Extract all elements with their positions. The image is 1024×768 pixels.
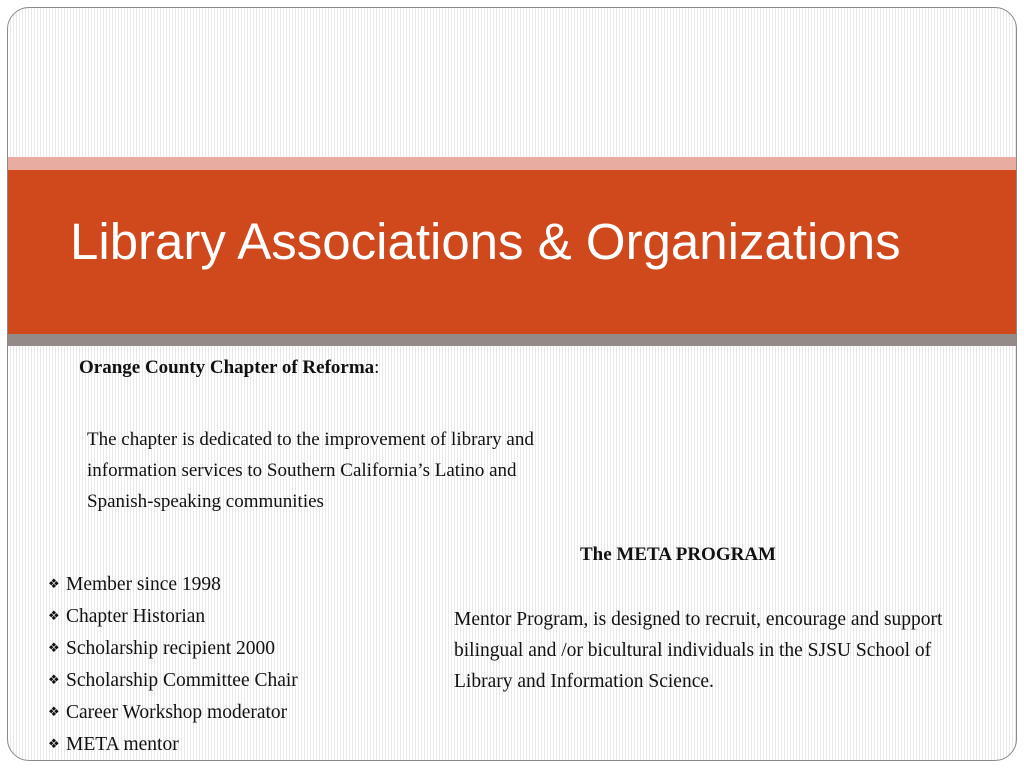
list-item: [48, 632, 298, 664]
accent-band-top: [8, 157, 1017, 170]
role-label: META mentor: [66, 734, 179, 755]
role-label: Scholarship recipient 2000: [66, 638, 276, 659]
diamond-bullet-icon: ❖: [48, 576, 60, 591]
chapter-heading-name: Orange County Chapter of Reforma: [79, 357, 375, 378]
chapter-description: The chapter is dedicated to the improvement of library and information services to Southern California’s Latino and Spanish-speaking communities: [87, 429, 534, 512]
chapter-heading-colon: :: [374, 357, 380, 378]
diamond-bullet-icon: ❖: [48, 736, 60, 751]
meta-program-description: Mentor Program, is designed to recruit, encourage and support bilingual and /or bicultural individuals in the SJSU School of Library and Information Science.: [454, 609, 943, 692]
meta-program-heading: The META PROGRAM: [580, 544, 776, 565]
chapter-heading: [79, 357, 379, 379]
role-label: Scholarship Committee Chair: [66, 670, 298, 691]
diamond-bullet-icon: ❖: [48, 672, 60, 687]
list-item: [48, 696, 298, 728]
diamond-bullet-icon: ❖: [48, 704, 60, 719]
role-label: Chapter Historian: [66, 606, 206, 627]
roles-list: [48, 568, 298, 760]
accent-band-bottom: [8, 334, 1017, 346]
list-item: [48, 568, 298, 600]
list-item: [48, 728, 298, 760]
diamond-bullet-icon: ❖: [48, 608, 60, 623]
list-item: [48, 664, 298, 696]
role-label: Career Workshop moderator: [66, 702, 288, 723]
role-label: Member since 1998: [66, 574, 221, 595]
slide-title: Library Associations & Organizations: [70, 213, 901, 270]
diamond-bullet-icon: ❖: [48, 640, 60, 655]
list-item: [48, 600, 298, 632]
